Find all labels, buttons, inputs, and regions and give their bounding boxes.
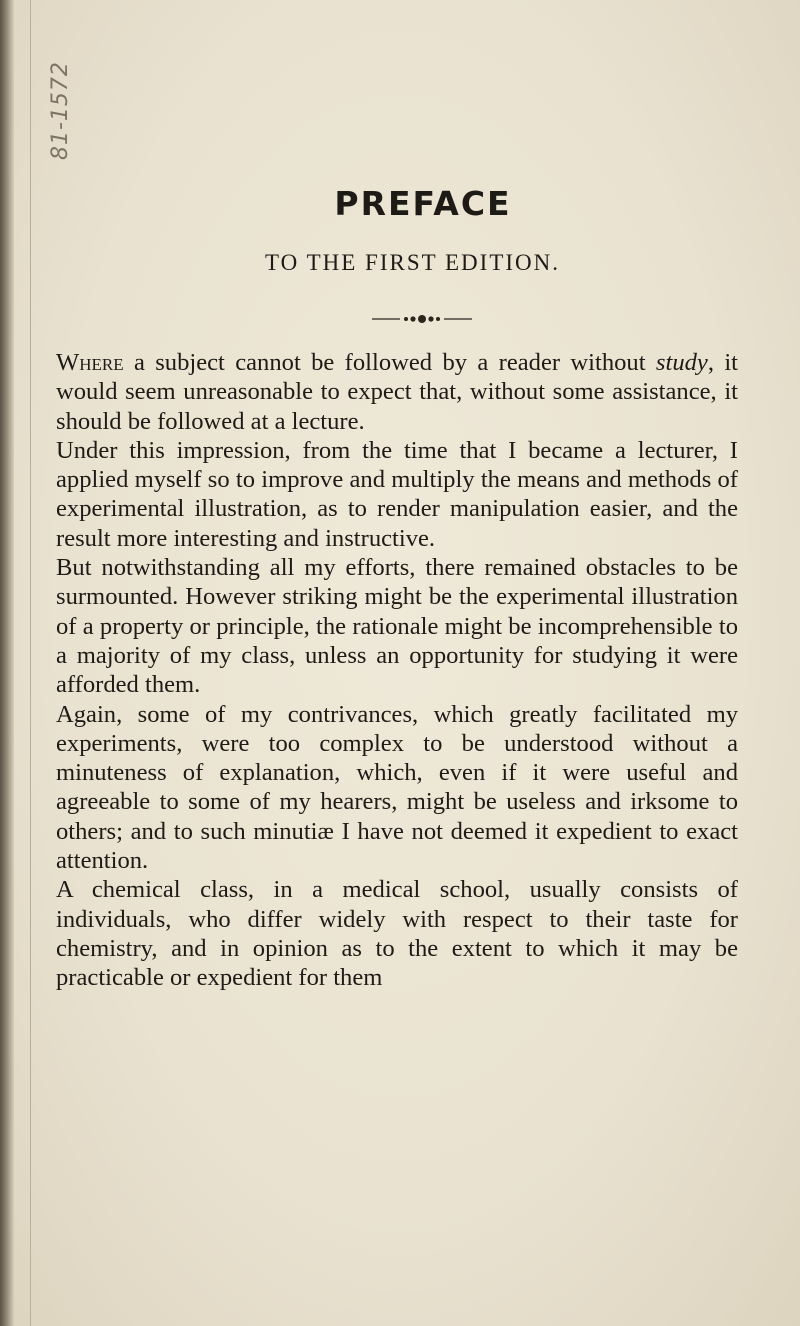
paragraph-1-text-b: , it would seem unreasonable to expect that, without some assistance, it should be followed at a lecture. bbox=[56, 349, 739, 435]
body-text bbox=[56, 348, 738, 993]
paragraph-1 bbox=[56, 348, 738, 436]
drop-lead-word: Where bbox=[56, 349, 124, 376]
paragraph-3: But notwithstanding all my efforts, there remained obstacles to be surmounted. However striking might be the experimental illustration of a property or principle, the rationale might be incomprehensible to a majority of my class, unless an opportunity for studying it were afforded them. bbox=[56, 554, 738, 699]
emphasis-word: study bbox=[655, 349, 708, 376]
binding-edge bbox=[0, 0, 14, 1326]
paragraph-1-text-a: a subject cannot be followed by a reader without bbox=[123, 349, 656, 376]
paragraph-4: Again, some of my contrivances, which greatly facilitated my experiments, were too complex to be understood without a minuteness of explanation, which, even if it were useful and agreeable to some of my hearers, might be useless and irksome to others; and to such minutiæ I have not deemed it expedient to exact attention. bbox=[56, 700, 738, 875]
margin-handwritten-note: 81-1572 bbox=[48, 61, 73, 160]
binding-line bbox=[30, 0, 31, 1326]
paragraph-5: A chemical class, in a medical school, usually consists of individuals, who differ widely with respect to their taste for chemistry, and in opinion as to the extent to which it may be practicable or expedient for them bbox=[56, 876, 738, 992]
page-subtitle: TO THE FIRST EDITION. bbox=[265, 250, 560, 275]
paragraph-2: Under this impression, from the time that I became a lecturer, I applied myself so to improve and multiply the means and methods of experimental illustration, as to render manipulation easier, and the result more interesting and instructive. bbox=[56, 436, 738, 552]
ornament-divider-icon bbox=[372, 312, 472, 326]
page-title: PREFACE bbox=[334, 184, 512, 223]
